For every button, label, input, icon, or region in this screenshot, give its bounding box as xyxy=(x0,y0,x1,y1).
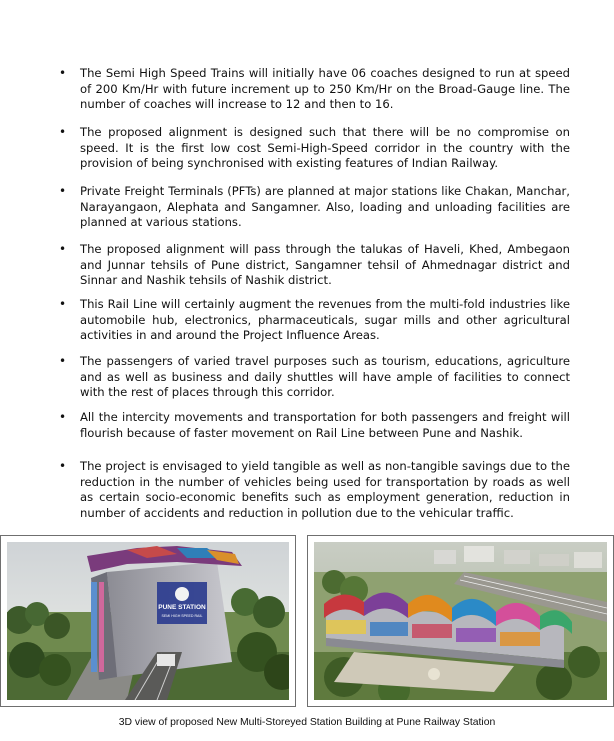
bullet-item: • The passengers of varied travel purposes such as tourism, educations, agriculture and as well as business and daily shuttles will have ample of facilities to connect with the rest of places through this corridor. xyxy=(56,354,570,401)
figure-caption: 3D view of proposed New Multi-Storeyed Station Building at Pune Railway Station xyxy=(118,717,496,728)
bullet-item: • All the intercity movements and transportation for both passengers and freight will flourish because of faster movement on Rail Line between Pune and Nashik. xyxy=(56,410,570,441)
bullet-item: • The project is envisaged to yield tangible as well as non-tangible savings due to the reduction in the number of vehicles being used for transportation by roads as well as certain socio-economic benefits such as employment generation, reduction in number of accidents and reduction in pollution due to the vehicular traffic. xyxy=(56,459,570,521)
bullet-item: • The proposed alignment will pass through the talukas of Haveli, Khed, Ambegaon and Junnar tehsils of Pune district, Sangamner tehsil of Ahmednagar district and Sinnar and Nashik tehsils of Nashik district. xyxy=(56,242,570,289)
station-sign-subtitle: SEMI HIGH SPEED RAIL xyxy=(161,614,203,618)
station-front-illustration xyxy=(7,542,289,700)
station-aerial-illustration xyxy=(314,542,607,700)
bullet-item: • The proposed alignment is designed such that there will be no compromise on speed. It is the first low cost Semi-High-Speed corridor in the country with the provision of being synchronised with existing features of Indian Railway. xyxy=(56,125,570,172)
station-render-front xyxy=(0,535,296,707)
bullet-item: • This Rail Line will certainly augment the revenues from the multi-fold industries like automobile hub, electronics, pharmaceuticals, sugar mills and other agricultural activities in and around the Project Influence Areas. xyxy=(56,297,570,344)
station-render-aerial xyxy=(307,535,614,707)
bullet-item: • Private Freight Terminals (PFTs) are planned at major stations like Chakan, Manchar, Narayangaon, Alephata and Sangamner. Also, loading and unloading facilities are planned at various stations. xyxy=(56,184,570,231)
station-sign-title: PUNE STATION xyxy=(158,604,206,611)
bullet-item: • The Semi High Speed Trains will initially have 06 coaches designed to run at speed of 200 Km/Hr with future increment up to 250 Km/Hr on the Broad-Gauge line. The number of coaches will increase to 12 and then to 16. xyxy=(56,66,570,113)
